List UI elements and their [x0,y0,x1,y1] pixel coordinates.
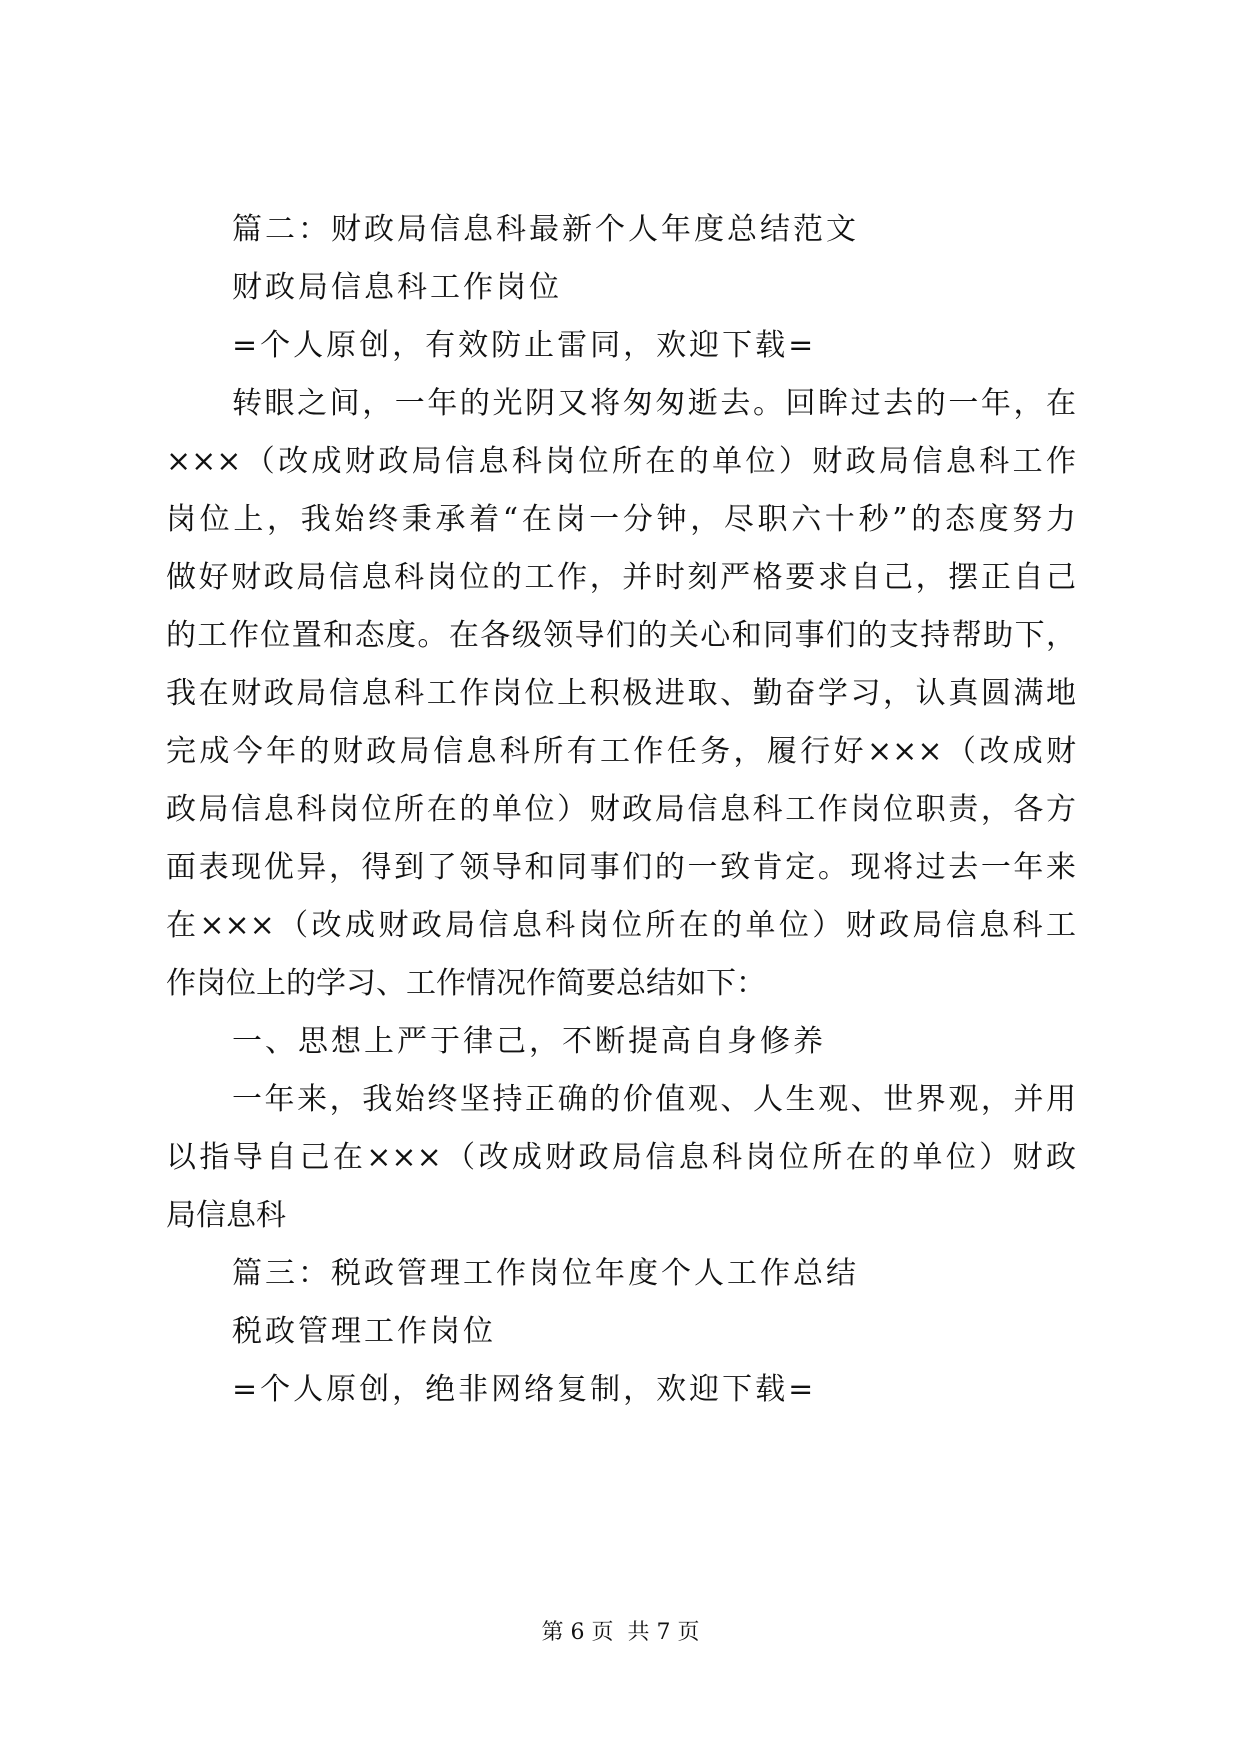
position-title-3: 税政管理工作岗位 [232,1314,496,1349]
paragraph-1-line: 的工作位置和态度。在各级领导们的关心和同事们的支持帮助下， [166,618,1076,653]
paragraph-1-line: 做好财政局信息科岗位的工作，并时刻严格要求自己，摆正自己 [166,560,1076,595]
note-2: =个人原创，有效防止雷同，欢迎下载= [232,328,817,363]
paragraph-1-line: 作岗位上的学习、工作情况作简要总结如下： [166,966,766,1001]
paragraph-1-line: 在×××（改成财政局信息科岗位所在的单位）财政局信息科工 [166,908,1076,943]
heading-2: 篇二：财政局信息科最新个人年度总结范文 [232,212,859,247]
heading-3: 篇三：税政管理工作岗位年度个人工作总结 [232,1256,859,1291]
position-title-2: 财政局信息科工作岗位 [232,270,562,305]
paragraph-2-line: 局信息科 [166,1198,286,1233]
paragraph-2-line: 以指导自己在×××（改成财政局信息科岗位所在的单位）财政 [166,1140,1076,1175]
paragraph-1-line: 转眼之间，一年的光阴又将匆匆逝去。回眸过去的一年，在 [232,386,1076,421]
paragraph-2-line: 一年来，我始终坚持正确的价值观、人生观、世界观，并用 [232,1082,1076,1117]
paragraph-1-line: 面表现优异，得到了领导和同事们的一致肯定。现将过去一年来 [166,850,1076,885]
note-3: =个人原创，绝非网络复制，欢迎下载= [232,1372,817,1407]
paragraph-1-line: 政局信息科岗位所在的单位）财政局信息科工作岗位职责，各方 [166,792,1076,827]
paragraph-1-line: 我在财政局信息科工作岗位上积极进取、勤奋学习，认真圆满地 [166,676,1076,711]
paragraph-1-line: 岗位上，我始终秉承着“在岗一分钟，尽职六十秒”的态度努力 [166,502,1076,537]
page-number-footer: 第 6 页 共 7 页 [541,1620,700,1645]
section-heading-1: 一、思想上严于律己，不断提高自身修养 [232,1024,826,1059]
paragraph-1-line: 完成今年的财政局信息科所有工作任务，履行好×××（改成财 [166,734,1076,769]
paragraph-1-line: ×××（改成财政局信息科岗位所在的单位）财政局信息科工作 [166,444,1076,479]
